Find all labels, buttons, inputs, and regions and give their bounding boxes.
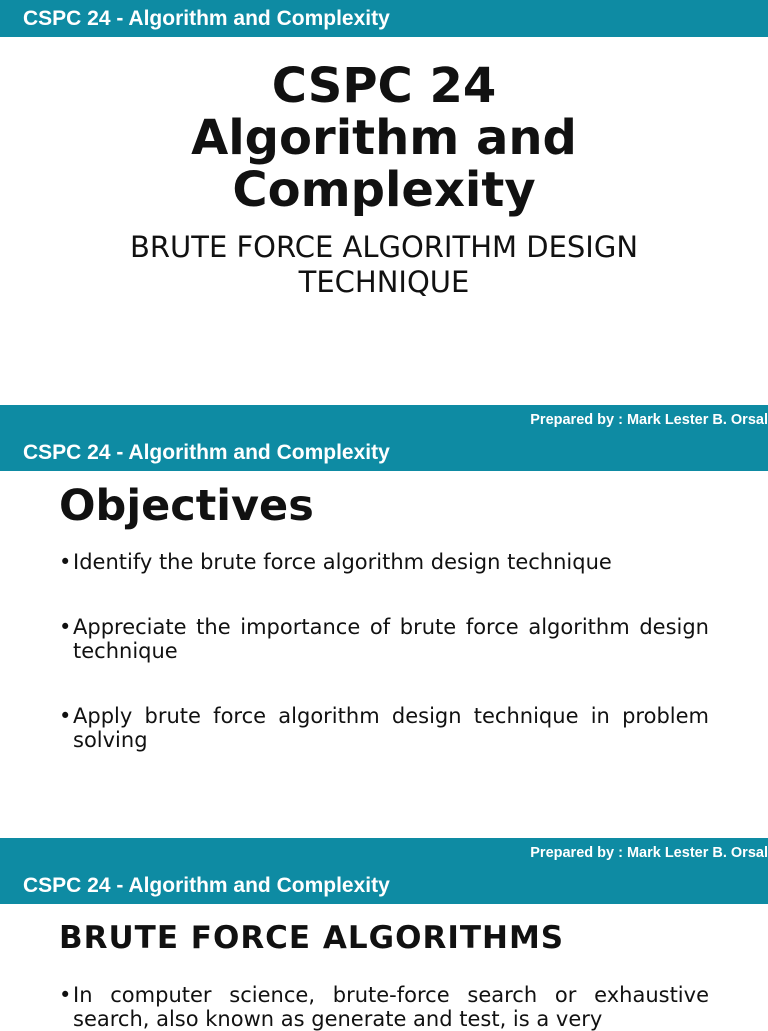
slide1-subtitle (0, 230, 768, 300)
objective-item-1: • Identify the brute force algorithm design technique (59, 550, 709, 574)
objectives-heading: Objectives (59, 481, 314, 531)
slide1-title-line-1: CSPC 24 (271, 58, 497, 114)
slide2-footer-bar: Prepared by : Mark Lester B. Orsal (0, 838, 768, 870)
slide1-header-bar: CSPC 24 - Algorithm and Complexity (0, 0, 768, 37)
slide1-subtitle-line-1: BRUTE FORCE ALGORITHM DESIGN (129, 230, 639, 264)
slide1-subtitle-line-2: TECHNIQUE (298, 265, 470, 299)
slide2-header-bar: CSPC 24 - Algorithm and Complexity (0, 437, 768, 471)
brute-force-item-1: • In computer science, brute-force search or exhaustive search, also known as generate and test, is a very (59, 983, 709, 1031)
slide1-title-line-3: Complexity (232, 162, 536, 218)
objectives-list (59, 550, 709, 793)
objective-item-2: • Appreciate the importance of brute force algorithm design technique (59, 615, 709, 663)
slide1-footer-bar: Prepared by : Mark Lester B. Orsal (0, 405, 768, 437)
brute-force-heading: BRUTE FORCE ALGORITHMS (59, 920, 565, 956)
slide3-header-bar: CSPC 24 - Algorithm and Complexity (0, 870, 768, 904)
slide1-title-block (0, 60, 768, 300)
slide1-title-line-2: Algorithm and (191, 110, 577, 166)
objective-item-3: • Apply brute force algorithm design technique in problem solving (59, 704, 709, 752)
